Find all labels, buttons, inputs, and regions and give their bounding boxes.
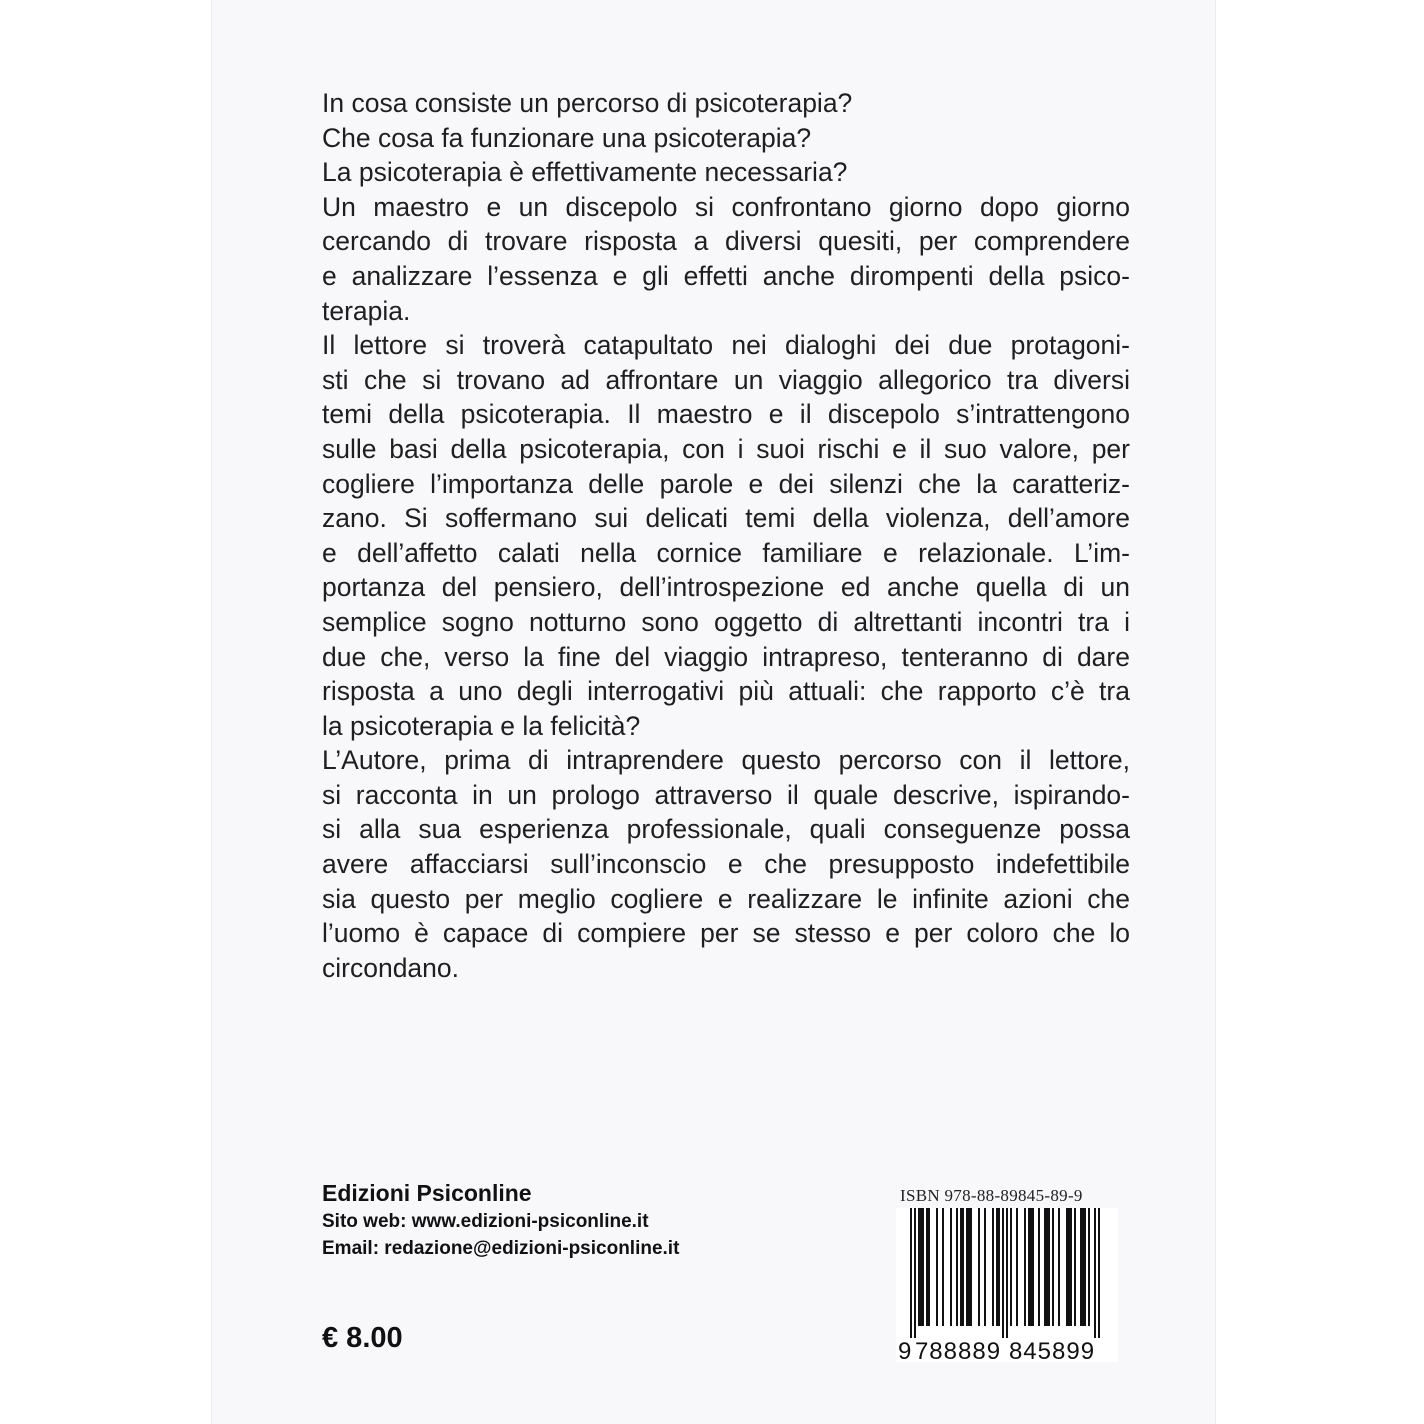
barcode-bar — [998, 1208, 1000, 1326]
blurb-line: Il lettore si troverà catapultato nei dialoghi dei due protagoni- — [322, 330, 1130, 361]
blurb-line: e dell’affetto calati nella cornice familiare e relazionale. L’im- — [322, 537, 1130, 568]
blurb-line: due che, verso la fine del viaggio intrapreso, tenteranno di dare — [322, 641, 1130, 672]
barcode-bar — [984, 1208, 986, 1326]
publisher-name: Edizioni Psiconline — [322, 1180, 532, 1206]
barcode-bar — [918, 1208, 920, 1326]
barcode-bar — [962, 1208, 964, 1326]
barcode-digits: 788889 — [914, 1338, 1002, 1362]
barcode-bar — [928, 1208, 930, 1326]
blurb-line: Che cosa fa funzionare una psicoterapia? — [322, 122, 812, 153]
blurb-line: sia questo per meglio cogliere e realizzare le infinite azioni che — [322, 883, 1130, 914]
blurb-line: semplice sogno notturno sono oggetto di altrettanti incontri tra i — [322, 606, 1130, 637]
blurb-line: risposta a uno degli interrogativi più attuali: che rapporto c’è tra — [322, 676, 1130, 707]
blurb-line: la psicoterapia e la felicità? — [322, 710, 641, 741]
barcode-bar — [1046, 1208, 1048, 1326]
barcode-bar — [996, 1208, 998, 1326]
blurb-line: portanza del pensiero, dell’introspezione ed anche quella di un — [322, 572, 1130, 603]
blurb-line: terapia. — [322, 295, 411, 326]
blurb-line: cercando di trovare risposta a diversi quesiti, per comprendere — [322, 226, 1130, 257]
barcode-bar — [1044, 1208, 1046, 1326]
barcode-bar — [1052, 1208, 1054, 1326]
barcode-bar — [1058, 1208, 1060, 1326]
barcode-bar — [960, 1208, 962, 1326]
barcode-bar — [1002, 1208, 1004, 1338]
barcode-bar — [1080, 1208, 1082, 1326]
publisher-info — [322, 1178, 679, 1262]
blurb-line: si racconta in un prologo attraverso il quale descrive, ispirando- — [322, 779, 1130, 810]
barcode-bar — [1016, 1208, 1018, 1326]
barcode-bar — [956, 1208, 958, 1326]
publisher-website: Sito web: www.edizioni-psiconline.it — [322, 1211, 649, 1232]
barcode-digits: 9 — [898, 1338, 913, 1362]
blurb-line: circondano. — [322, 952, 460, 983]
barcode-bar — [1068, 1208, 1070, 1326]
barcode-bar — [1098, 1208, 1100, 1338]
barcode-bar — [942, 1208, 944, 1326]
barcode-bar — [926, 1208, 928, 1326]
barcode-bar — [992, 1208, 994, 1326]
blurb-line: sulle basi della psicoterapia, con i suoi rischi e il suo valore, per — [322, 433, 1130, 464]
isbn-label: ISBN 978-88-89845-89-9 — [900, 1186, 1083, 1205]
price-label: € 8.00 — [322, 1322, 403, 1354]
blurb-text — [322, 86, 1130, 985]
barcode-bar — [966, 1208, 968, 1326]
barcode-bar — [1024, 1208, 1026, 1326]
blurb-line: avere affacciarsi sull’inconscio e che presupposto indefettibile — [322, 849, 1130, 880]
barcode — [896, 1208, 1118, 1362]
barcode-bar — [1030, 1208, 1032, 1326]
barcode-bar — [1084, 1208, 1086, 1326]
barcode-bar — [1088, 1208, 1090, 1326]
blurb-line: zano. Si soffermano sui delicati temi della violenza, dell’amore — [322, 503, 1130, 534]
blurb-line: La psicoterapia è effettivamente necessaria? — [322, 157, 848, 188]
blurb-line: temi della psicoterapia. Il maestro e il discepolo s’intrattengono — [322, 399, 1130, 430]
blurb-line: l’uomo è capace di compiere per se stesso e per coloro che lo — [322, 918, 1130, 949]
barcode-bar — [1048, 1208, 1050, 1326]
barcode-bar — [936, 1208, 938, 1326]
barcode-bar — [1010, 1208, 1012, 1326]
barcode-bar — [1082, 1208, 1084, 1326]
barcode-graphic — [896, 1208, 1118, 1362]
blurb-line: L’Autore, prima di intraprendere questo percorso con il lettore, — [322, 745, 1130, 776]
isbn-barcode-block — [880, 1186, 1120, 1362]
barcode-bar — [1070, 1208, 1072, 1326]
barcode-bar — [1006, 1208, 1008, 1338]
barcode-bar — [1094, 1208, 1096, 1338]
barcode-bar — [978, 1208, 980, 1326]
blurb-line: sti che si trovano ad affrontare un viaggio allegorico tra diversi — [322, 364, 1130, 395]
barcode-bar — [1038, 1208, 1040, 1326]
barcode-bar — [970, 1208, 972, 1326]
barcode-digits: 845899 — [1008, 1338, 1096, 1362]
blurb-line: si alla sua esperienza professionale, quali conseguenze possa — [322, 814, 1130, 845]
barcode-bar — [1074, 1208, 1076, 1326]
barcode-bar — [910, 1208, 912, 1338]
barcode-bar — [1032, 1208, 1034, 1326]
barcode-bar — [920, 1208, 922, 1326]
publisher-email: Email: redazione@edizioni-psiconline.it — [322, 1238, 680, 1259]
blurb-line: In cosa consiste un percorso di psicoterapia? — [322, 88, 853, 118]
barcode-bar — [1028, 1208, 1030, 1326]
blurb-line: e analizzare l’essenza e gli effetti anche dirompenti della psico- — [322, 260, 1130, 291]
blurb-line: cogliere l’importanza delle parole e dei silenzi che la caratteriz- — [322, 468, 1130, 499]
barcode-bar — [950, 1208, 952, 1326]
barcode-bar — [914, 1208, 916, 1338]
barcode-bar — [968, 1208, 970, 1326]
barcode-bar — [1066, 1208, 1068, 1326]
blurb-line: Un maestro e un discepolo si confrontano giorno dopo giorno — [322, 191, 1130, 222]
barcode-bar — [922, 1208, 924, 1326]
